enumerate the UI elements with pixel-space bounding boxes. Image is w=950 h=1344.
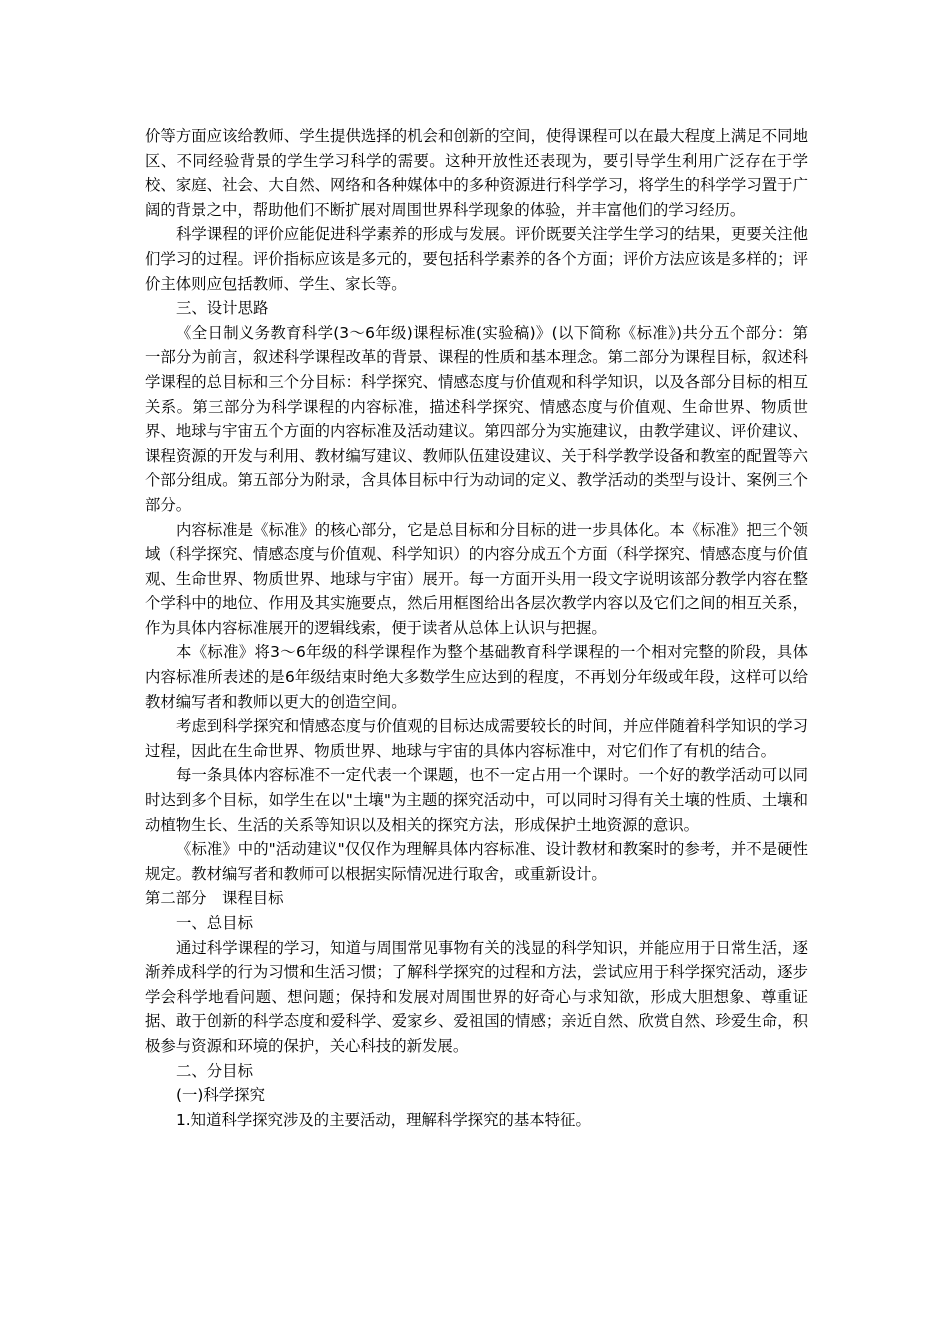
paragraph-activity-suggestions: 《标准》中的"活动建议"仅仅作为理解具体内容标准、设计教材和教案时的参考，并不是硬性规定。教材编写者和教师可以根据实际情况进行取舍，或重新设计。 [145, 840, 808, 883]
heading-overall-goal: 一、总目标 [176, 914, 253, 932]
document-body [145, 124, 808, 1132]
paragraph-evaluation: 科学课程的评价应能促进科学素养的形成与发展。评价既要关注学生学习的结果，更要关注他们学习的过程。评价指标应该是多元的，要包括科学素养的各个方面；评价方法应该是多样的；评价主体则应包括教师、学生、家长等。 [145, 225, 808, 293]
heading-scientific-inquiry: (一)科学探究 [176, 1086, 265, 1105]
heading-design-ideas: 三、设计思路 [176, 299, 269, 318]
paragraph-overall-goal: 通过科学课程的学习，知道与周围常见事物有关的浅显的科学知识，并能应用于日常生活，逐渐养成科学的行为习惯和生活习惯；了解科学探究的过程和方法，尝试应用于科学探究活动，逐步学会科学地看问题、想问题；保持和发展对周围世界的好奇心与求知欲，形成大胆想象、尊重证据、敢于创新的科学态度和爱科学、爱家乡、爱祖国的情感；亲近自然、欣赏自然、珍爱生命，积极参与资源和环境的保护，关心科技的新发展。 [145, 938, 808, 1055]
paragraph-content-standard: 内容标准是《标准》的核心部分，它是总目标和分目标的进一步具体化。本《标准》把三个领域（科学探究、情感态度与价值观、科学知识）的内容分成五个方面（科学探究、情感态度与价值观、生命世界、物质世界、地球与宇宙）展开。每一方面开头用一段文字说明该部分教学内容在整个学科中的地位、作用及其实施要点，然后用框图给出各层次教学内容以及它们之间的相互关系，作为具体内容标准展开的逻辑线索，便于读者从总体上认识与把握。 [145, 520, 808, 637]
paragraph-grade-stage: 本《标准》将3～6年级的科学课程作为整个基础教育科学课程的一个相对完整的阶段，具体内容标准所表述的是6年级结束时绝大多数学生应达到的程度，不再划分年级或年段，这样可以给教材编写者和教师以更大的创造空间。 [145, 643, 808, 711]
paragraph-content-items: 每一条具体内容标准不一定代表一个课题，也不一定占用一个课时。一个好的教学活动可以同时达到多个目标，如学生在以"土壤"为主题的探究活动中，可以同时习得有关土壤的性质、土壤和动植物生长、生活的关系等知识以及相关的探究方法，形成保护土地资源的意识。 [145, 766, 808, 834]
heading-sub-goals: 二、分目标 [176, 1061, 253, 1080]
paragraph-inquiry-attitude: 考虑到科学探究和情感态度与价值观的目标达成需要较长的时间，并应伴随着科学知识的学习过程，因此在生命世界、物质世界、地球与宇宙的具体内容标准中，对它们作了有机的结合。 [145, 717, 808, 760]
list-item-inquiry-1: 1.知道科学探究涉及的主要活动，理解科学探究的基本特征。 [176, 1110, 591, 1129]
heading-part-two: 第二部分 课程目标 [145, 889, 284, 908]
paragraph-standard-structure: 《全日制义务教育科学(3～6年级)课程标准(实验稿)》(以下简称《标准》)共分五个部分：第一部分为前言，叙述科学课程改革的背景、课程的性质和基本理念。第二部分为课程目标，叙述科学课程的总目标和三个分目标：科学探究、情感态度与价值观和科学知识，以及各部分目标的相互关系。第三部分为科学课程的内容标准，描述科学探究、情感态度与价值观、生命世界、物质世界、地球与宇宙五个方面的内容标准及活动建议。第四部分为实施建议，由教学建议、评价建议、课程资源的开发与利用、教材编写建议、教师队伍建设建议、关于科学教学设备和教室的配置等六个部分组成。第五部分为附录，含具体目标中行为动词的定义、教学活动的类型与设计、案例三个部分。 [145, 323, 808, 514]
paragraph-openness: 价等方面应该给教师、学生提供选择的机会和创新的空间，使得课程可以在最大程度上满足不同地区、不同经验背景的学生学习科学的需要。这种开放性还表现为，要引导学生利用广泛存在于学校、家庭、社会、大自然、网络和各种媒体中的多种资源进行科学学习，将学生的科学学习置于广阔的背景之中，帮助他们不断扩展对周围世界科学现象的体验，并丰富他们的学习经历。 [145, 127, 808, 219]
